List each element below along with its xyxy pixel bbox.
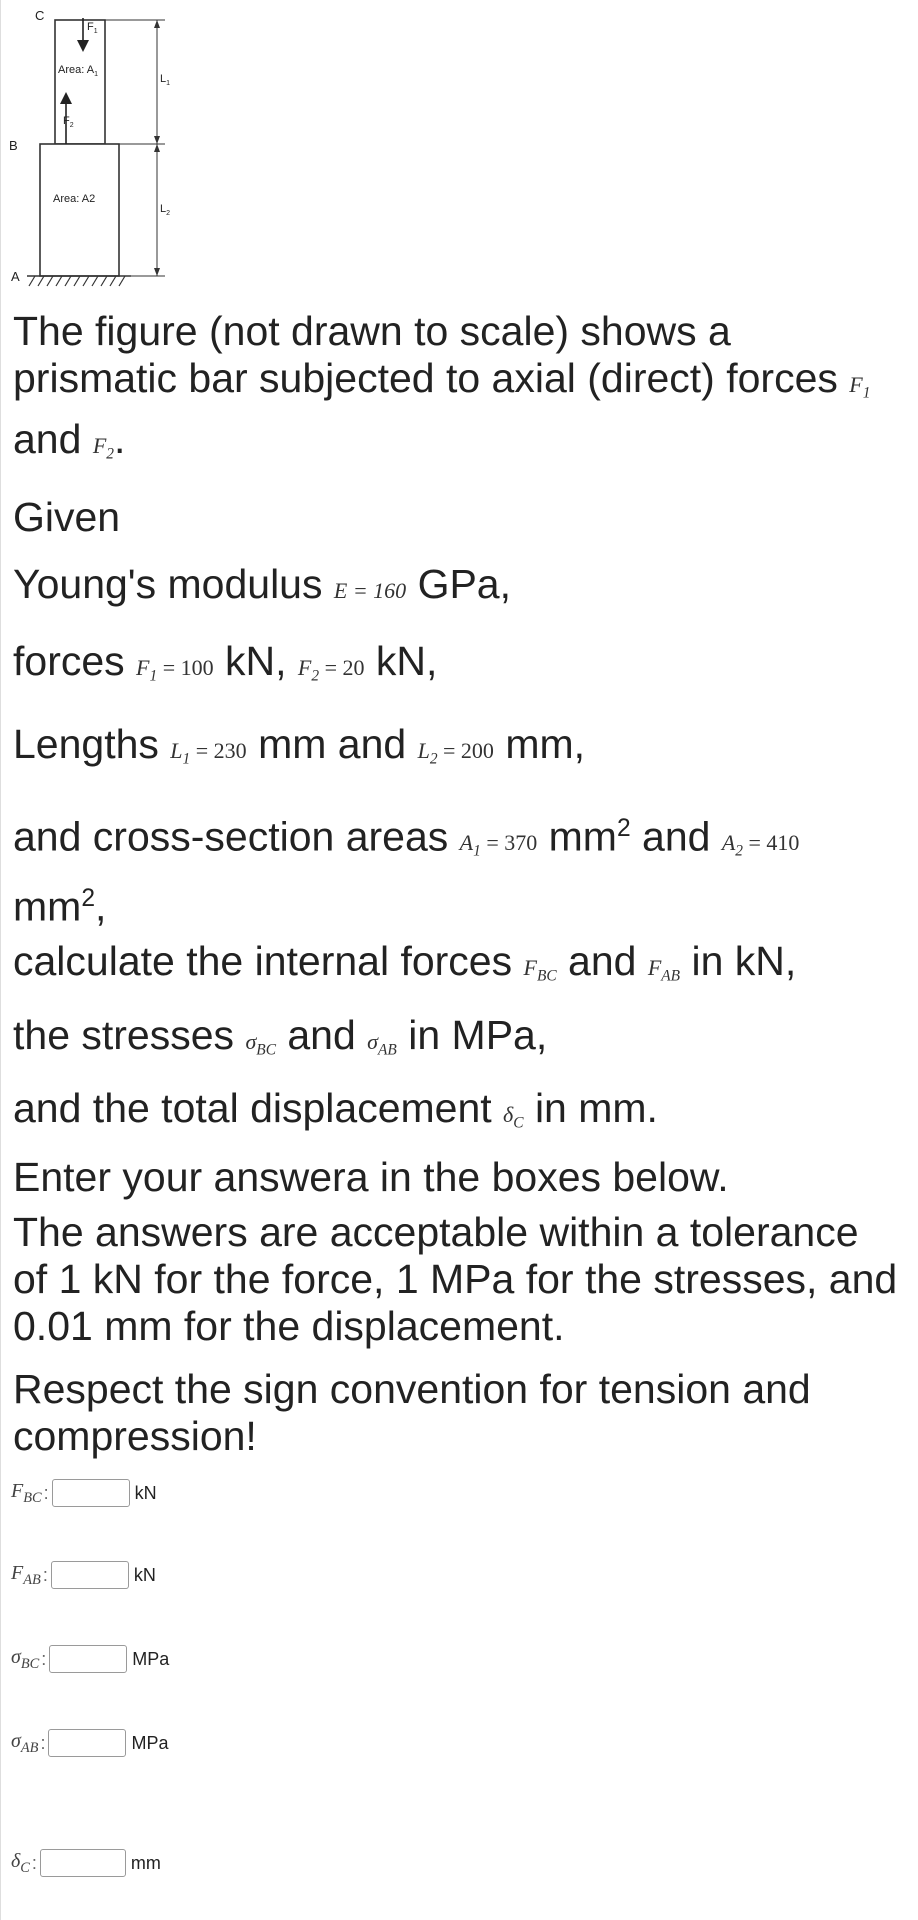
lower-bar-segment: [40, 144, 119, 276]
l1-label: $L_1$: [160, 73, 171, 87]
intro-paragraph: The figure (not drawn to scale) shows a prismatic bar subjected to axial (direct) forces $F_1$ and $F_2$.: [13, 308, 871, 463]
f2-symbol: $F_2$: [92, 433, 114, 463]
sigma-bc-symbol: $\sigma_{BC}$: [245, 1028, 276, 1059]
sign-convention-note: Respect the sign convention for tension and compression!: [13, 1366, 811, 1460]
point-b-label: B: [9, 138, 18, 153]
answer-unit-delta-c: mm: [130, 1852, 161, 1873]
answer-row-delta-c: $\delta_C$ : mm: [11, 1849, 161, 1876]
length1-value: $L_1 = 230$: [170, 738, 247, 768]
point-c-label: C: [35, 8, 45, 23]
force1-value: $F_1 = 100$: [136, 654, 214, 685]
answer-row-fbc: $F_{BC}$ : kN: [11, 1479, 157, 1506]
fab-symbol: $F_{AB}$: [647, 955, 681, 985]
answer-unit-sigma-bc: MPa: [132, 1648, 170, 1669]
answer-unit-fab: kN: [133, 1564, 156, 1585]
area2-value: $A_2 = 410$: [721, 830, 800, 860]
displacement-line: and the total displacement $\delta_C$ in mm.: [13, 1085, 658, 1132]
ground-hatch: [29, 276, 125, 286]
l2-label: $L_2$: [160, 203, 171, 217]
answer-label-fbc: $F_{BC}$: [11, 1479, 42, 1506]
sigma-ab-symbol: $\sigma_{AB}$: [367, 1028, 397, 1059]
length2-value: $L_2 = 200$: [417, 738, 494, 768]
young-modulus-value: E = 160: [333, 577, 407, 603]
area1-value: $A_1 = 370$: [459, 830, 538, 860]
delta-c-symbol: $\delta_C$: [503, 1102, 524, 1132]
answer-label-fab: $F_{AB}$: [11, 1561, 41, 1588]
bar-figure: [1, 0, 176, 300]
delta-c-input[interactable]: [40, 1849, 126, 1877]
stresses-line: the stresses $\sigma_{BC}$ and $\sigma_{AB}$ in MPa,: [13, 1011, 548, 1059]
answer-label-delta-c: $\delta_C$: [11, 1849, 30, 1876]
fab-input[interactable]: [51, 1561, 129, 1589]
forces-line: forces $F_1 = 100$ kN, $F_2 = 20$ kN,: [13, 637, 438, 685]
answer-row-sigma-bc: $\sigma_{BC}$ : MPa: [11, 1645, 170, 1672]
sigma-bc-input[interactable]: [49, 1645, 127, 1673]
area-a2-label: Area: A2: [53, 193, 96, 205]
answer-unit-fbc: kN: [134, 1482, 157, 1503]
given-heading: Given: [13, 493, 121, 540]
answer-row-fab: $F_{AB}$ : kN: [11, 1561, 156, 1588]
area-a1-label: Area: $A_1$: [58, 64, 98, 78]
bar-diagram: [1, 0, 176, 300]
calculate-forces-line: calculate the internal forces $F_{BC}$ and $F_{AB}$ in kN,: [13, 938, 797, 985]
lengths-line: Lengths $L_1 = 230$ mm and $L_2 = 200$ mm,: [13, 721, 586, 768]
young-modulus-line: Young's modulus E = 160 GPa,: [13, 560, 511, 607]
f2-label: $F_2$: [63, 115, 74, 129]
answer-label-sigma-ab: $\sigma_{AB}$: [11, 1729, 39, 1756]
f1-symbol: $F_1$: [849, 372, 871, 402]
enter-instructions: Enter your answera in the boxes below.: [13, 1154, 729, 1201]
problem-text: [13, 308, 903, 1460]
point-a-label: A: [11, 269, 20, 284]
answer-label-sigma-bc: $\sigma_{BC}$: [11, 1645, 40, 1672]
sigma-ab-input[interactable]: [48, 1729, 126, 1757]
force2-value: $F_2 = 20$: [297, 654, 365, 685]
answer-row-sigma-ab: $\sigma_{AB}$ : MPa: [11, 1729, 169, 1756]
answer-unit-sigma-ab: MPa: [131, 1732, 169, 1753]
fbc-input[interactable]: [52, 1479, 130, 1507]
fbc-symbol: $F_{BC}$: [523, 955, 557, 985]
f1-label: $F_1$: [87, 21, 98, 35]
tolerance-note: The answers are acceptable within a tolerance of 1 kN for the force, 1 MPa for the stresses, and 0.01 mm for the displacement.: [13, 1209, 898, 1350]
areas-line: and cross-section areas $A_1 = 370$ $mm^2$ and $A_2 = 410$ $mm^2$,: [13, 813, 800, 930]
